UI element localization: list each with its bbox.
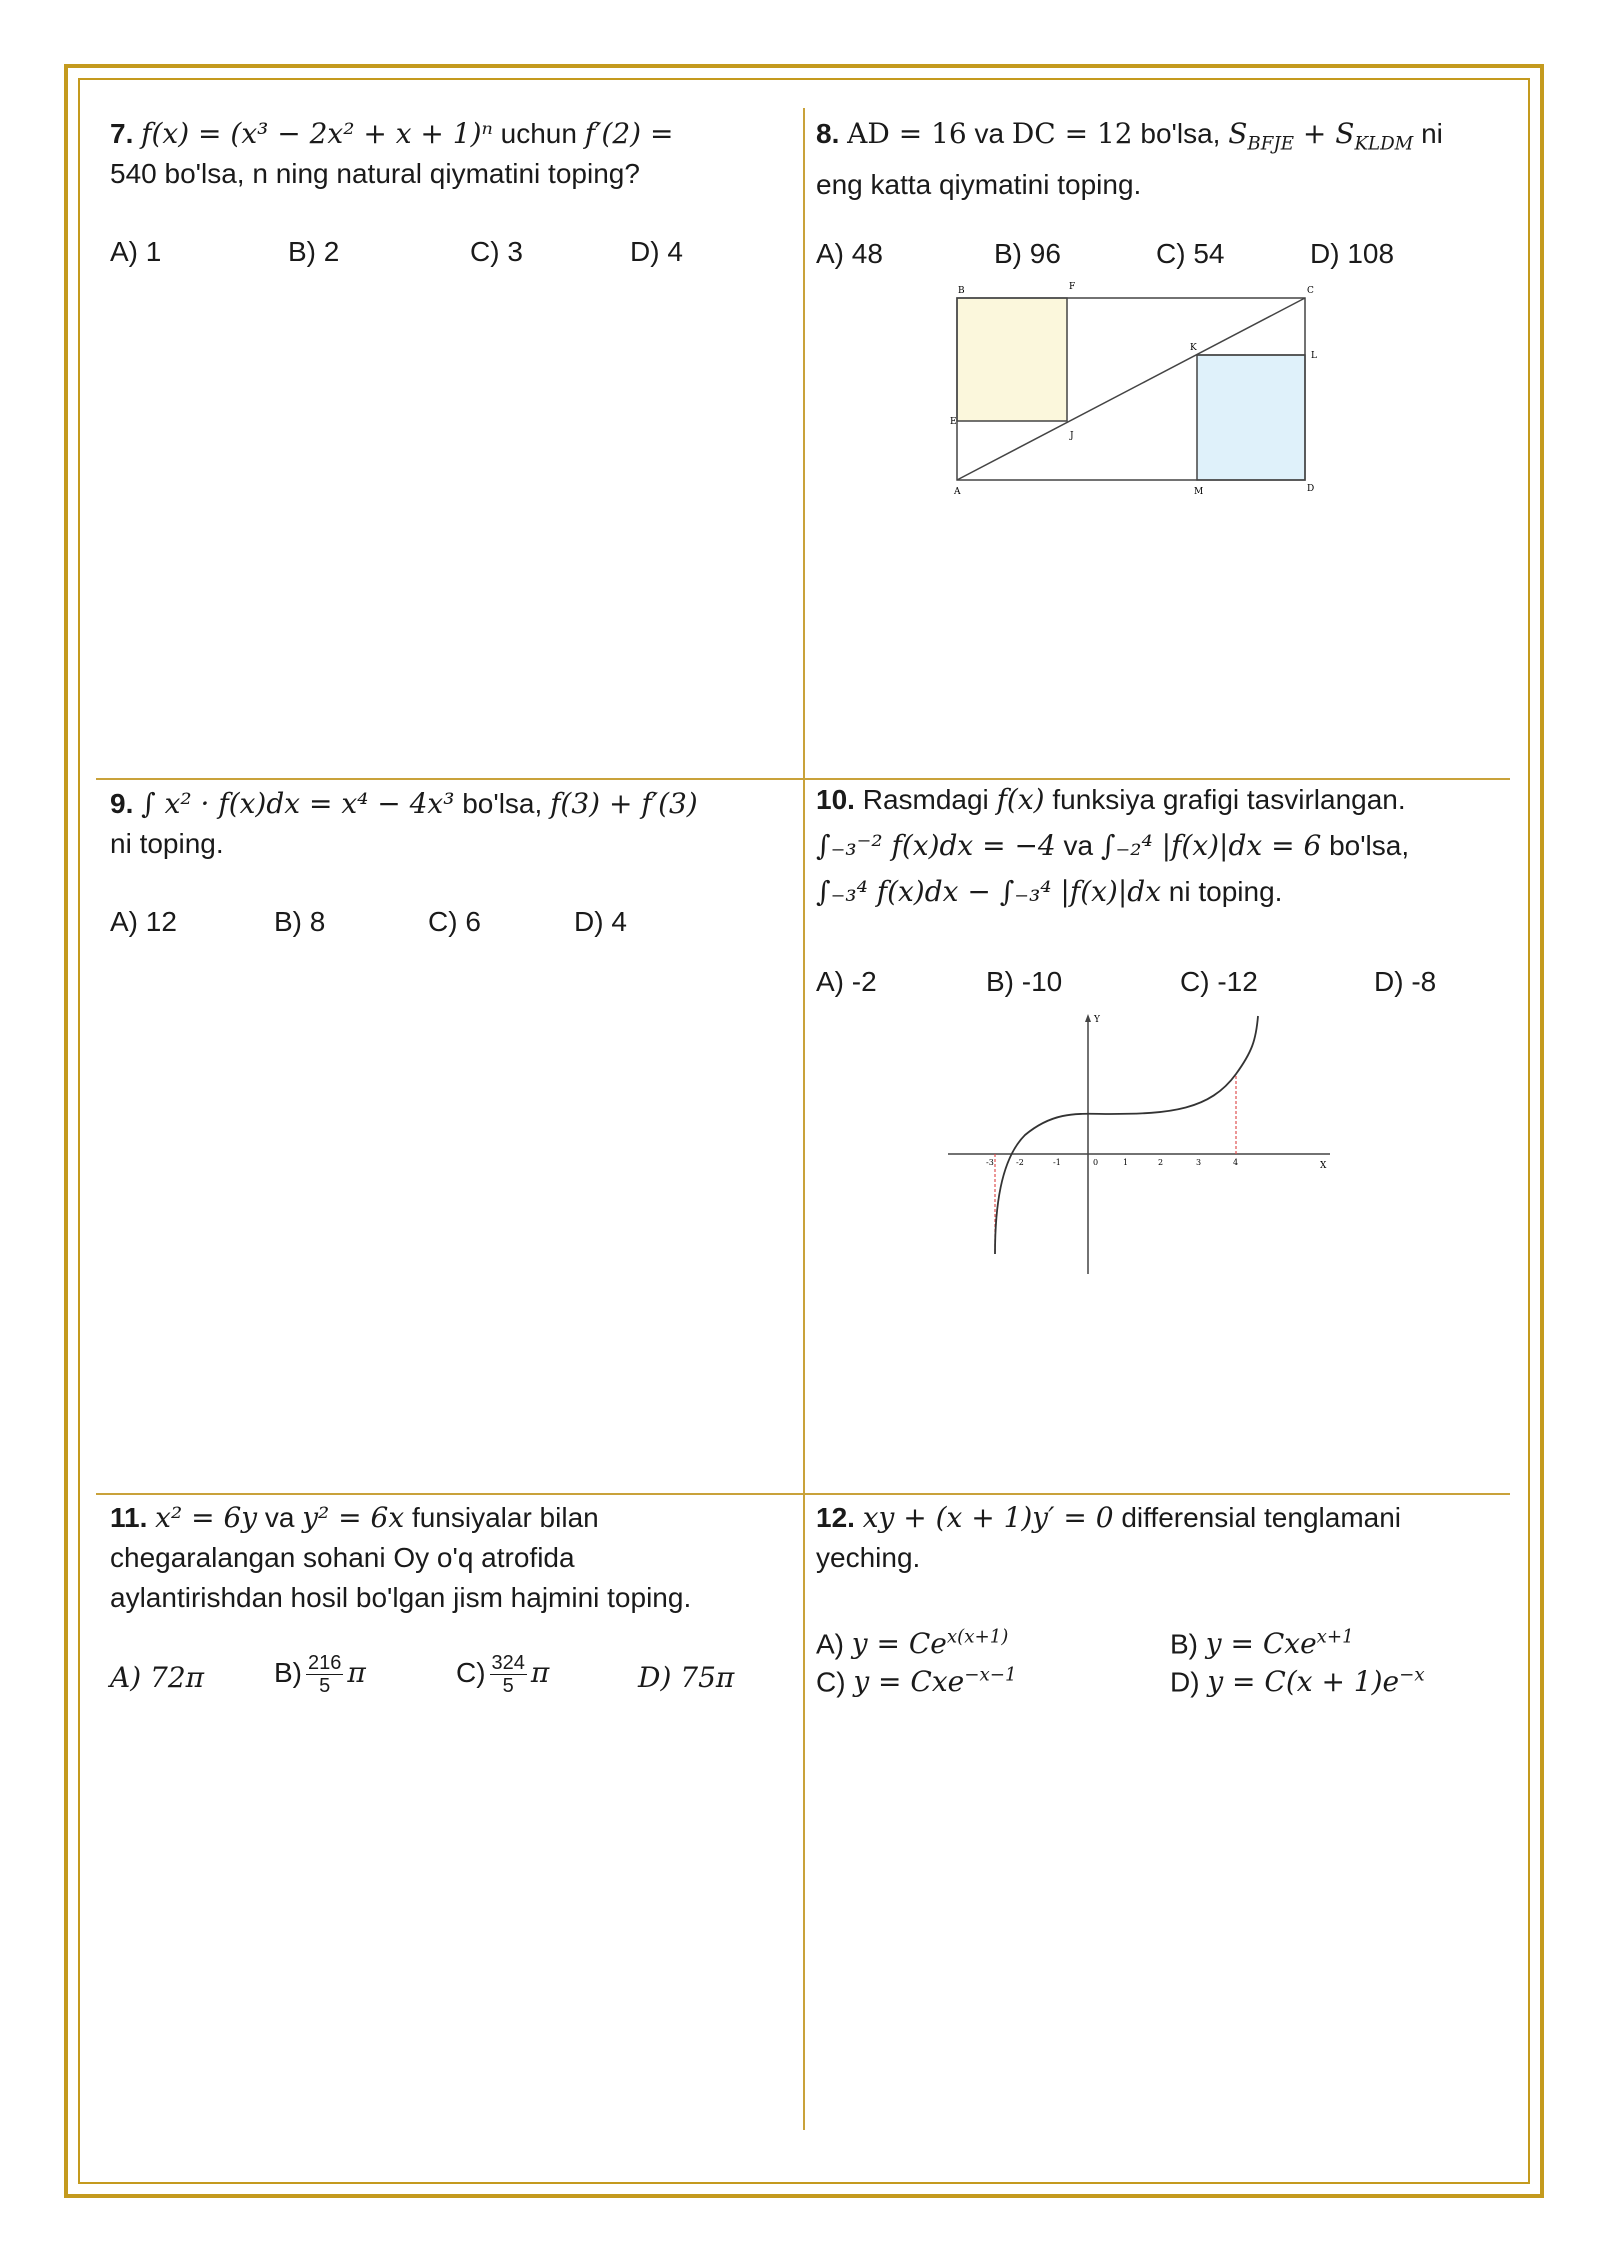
formula: ∫₋₃⁴ f(x)dx − ∫₋₃⁴ |f(x)|dx [816,875,1161,908]
question-number: 8. [816,118,840,149]
question-8-line-1 [816,114,1516,165]
exponent: x+1 [1316,1627,1354,1648]
question-9-line-1 [110,784,800,824]
option-d[interactable]: D) 108 [1310,238,1395,269]
question-10-line-3 [816,872,1516,912]
formula [1228,117,1414,155]
question-12 [816,1498,1516,1578]
square-kldm [1197,355,1305,480]
option-b[interactable] [274,1652,366,1697]
option-d[interactable]: D) -8 [1374,966,1437,997]
area-symbol: S [1228,117,1248,150]
formula: xy + (x + 1)y′ = 0 [862,1501,1114,1534]
option-d[interactable]: D) 75π [638,1661,735,1694]
question-11-line-3: aylantirishdan hosil bo'lgan jism hajmini toping. [110,1582,692,1613]
label-b: B [958,286,965,296]
text: bo'lsa, [1140,118,1221,149]
question-11-line-2: chegaralangan sohani Oy o'q atrofida [110,1542,575,1573]
y-axis-label: Y [1094,1015,1100,1025]
question-8 [816,114,1516,205]
option-c[interactable] [456,1652,549,1697]
label-a: A [954,487,961,497]
rectangle-figure [940,278,1320,500]
formula: DC = 12 [1011,117,1133,150]
option-label: C) [456,1656,486,1688]
formula: f(3) + f′(3) [550,787,698,820]
question-7-line-1 [110,114,790,154]
x-axis-label: X [1320,1161,1327,1171]
tick-label: -2 [1016,1158,1024,1167]
option-c[interactable]: C) 3 [470,236,523,267]
text: va [974,118,1005,149]
question-8-line-2: eng katta qiymatini toping. [816,168,1142,200]
tick-label: -3 [986,1158,994,1167]
question-7 [110,114,790,194]
row-divider-2 [96,1493,1510,1495]
subscript: BFJE [1247,133,1294,155]
label-e: E [950,417,957,427]
tick-label: 4 [1233,1158,1239,1167]
option-a[interactable]: A) 72π [110,1661,205,1694]
question-number: 10. [816,784,855,815]
text: ni toping. [1168,876,1283,907]
option-label: A) [816,1628,844,1660]
formula: f(x) = (x³ − 2x² + x + 1)ⁿ [141,117,493,150]
text: differensial tenglamani [1121,1502,1402,1533]
pi-symbol: π [347,1655,366,1689]
tick-label: 1 [1123,1158,1129,1167]
question-9 [110,784,800,864]
function-curve [995,1016,1258,1254]
question-9-line-2: ni toping. [110,828,224,859]
formula: ∫₋₃⁻² f(x)dx = −4 [816,829,1056,862]
question-11-line-1 [110,1498,800,1538]
text: Rasmdagi [862,784,989,815]
label-f: F [1069,282,1076,292]
text: bo'lsa, [462,788,543,819]
label-d: D [1307,484,1315,494]
text: va [1063,830,1094,861]
question-number: 9. [110,788,134,819]
formula-base: y = C(x + 1)e [1207,1665,1400,1699]
label-j: J [1070,431,1074,441]
formula: ∫ x² · f(x)dx = x⁴ − 4x³ [141,787,455,820]
option-b[interactable]: B) 2 [288,236,340,267]
question-number: 7. [110,118,134,149]
formula: AD = 16 [847,117,967,150]
option-a[interactable]: A) 1 [110,236,162,267]
label-k: K [1190,343,1197,353]
option-d[interactable]: D) 4 [630,236,683,267]
option-a[interactable]: A) 12 [110,906,177,937]
text: uchun [500,118,577,149]
option-label: B) [1170,1628,1198,1660]
question-12-line-2: yeching. [816,1542,921,1573]
formula [1207,1665,1424,1698]
tick-label: 2 [1158,1158,1164,1167]
option-a[interactable]: A) 48 [816,238,883,269]
option-label: D) [1170,1666,1200,1698]
numerator: 216 [308,1652,342,1674]
tick-label: 3 [1196,1158,1202,1167]
formula: f(x) [996,783,1045,816]
question-11 [110,1498,800,1618]
formula-base: y = Ce [851,1627,947,1661]
text: ni [1421,118,1443,149]
option-b[interactable]: B) -10 [986,966,1063,997]
exponent: −x−1 [964,1665,1017,1686]
question-10 [816,780,1516,912]
label-m: M [1194,487,1204,497]
formula: y² = 6x [302,1501,405,1534]
numerator: 324 [491,1652,525,1674]
subscript: KLDM [1354,133,1414,155]
option-c[interactable]: C) 6 [428,906,481,937]
fraction [306,1652,343,1697]
text: funsiyalar bilan [411,1502,599,1533]
formula: ∫₋₂⁴ |f(x)|dx = 6 [1100,829,1322,862]
option-a[interactable]: A) -2 [816,966,877,997]
function-graph [940,1010,1340,1280]
denominator: 5 [502,1675,514,1697]
formula-base: y = Cxe [853,1665,965,1699]
option-c[interactable]: C) 54 [1156,238,1225,269]
text: va [264,1502,295,1533]
exponent: x(x+1) [946,1627,1009,1648]
formula-base: y = Cxe [1205,1627,1317,1661]
exponent: −x [1399,1665,1425,1686]
question-number: 11. [110,1502,148,1533]
question-10-line-2 [816,826,1516,866]
text: funksiya grafigi tasvirlangan. [1052,784,1406,815]
tick-label: 0 [1093,1158,1099,1167]
question-12-line-1 [816,1498,1516,1538]
pi-symbol: π [530,1655,550,1689]
option-c[interactable] [816,1656,1017,1702]
tick-label: -1 [1053,1158,1061,1167]
option-c[interactable]: C) -12 [1180,966,1258,997]
question-7-line-2: 540 bo'lsa, n ning natural qiymatini toping? [110,158,640,189]
text: bo'lsa, [1329,830,1410,861]
column-divider [803,108,805,2130]
label-l: L [1311,351,1317,361]
label-c: C [1307,286,1314,296]
option-label: C) [816,1666,846,1698]
question-number: 12. [816,1502,855,1533]
fraction [490,1652,527,1697]
y-axis-arrow [1085,1014,1091,1022]
option-b[interactable]: B) 8 [274,906,326,937]
option-label: B) [274,1656,302,1688]
square-bfje [957,298,1067,421]
question-12-options [816,1618,1516,1708]
option-d[interactable]: D) 4 [574,906,627,937]
option-d[interactable] [1170,1656,1425,1702]
option-b[interactable]: B) 96 [994,238,1061,269]
formula [853,1665,1016,1698]
denominator: 5 [319,1675,331,1697]
formula: f′(2) = [584,117,674,150]
plus-area: + S [1293,117,1355,150]
question-10-line-1 [816,780,1516,820]
formula: x² = 6y [155,1501,258,1534]
